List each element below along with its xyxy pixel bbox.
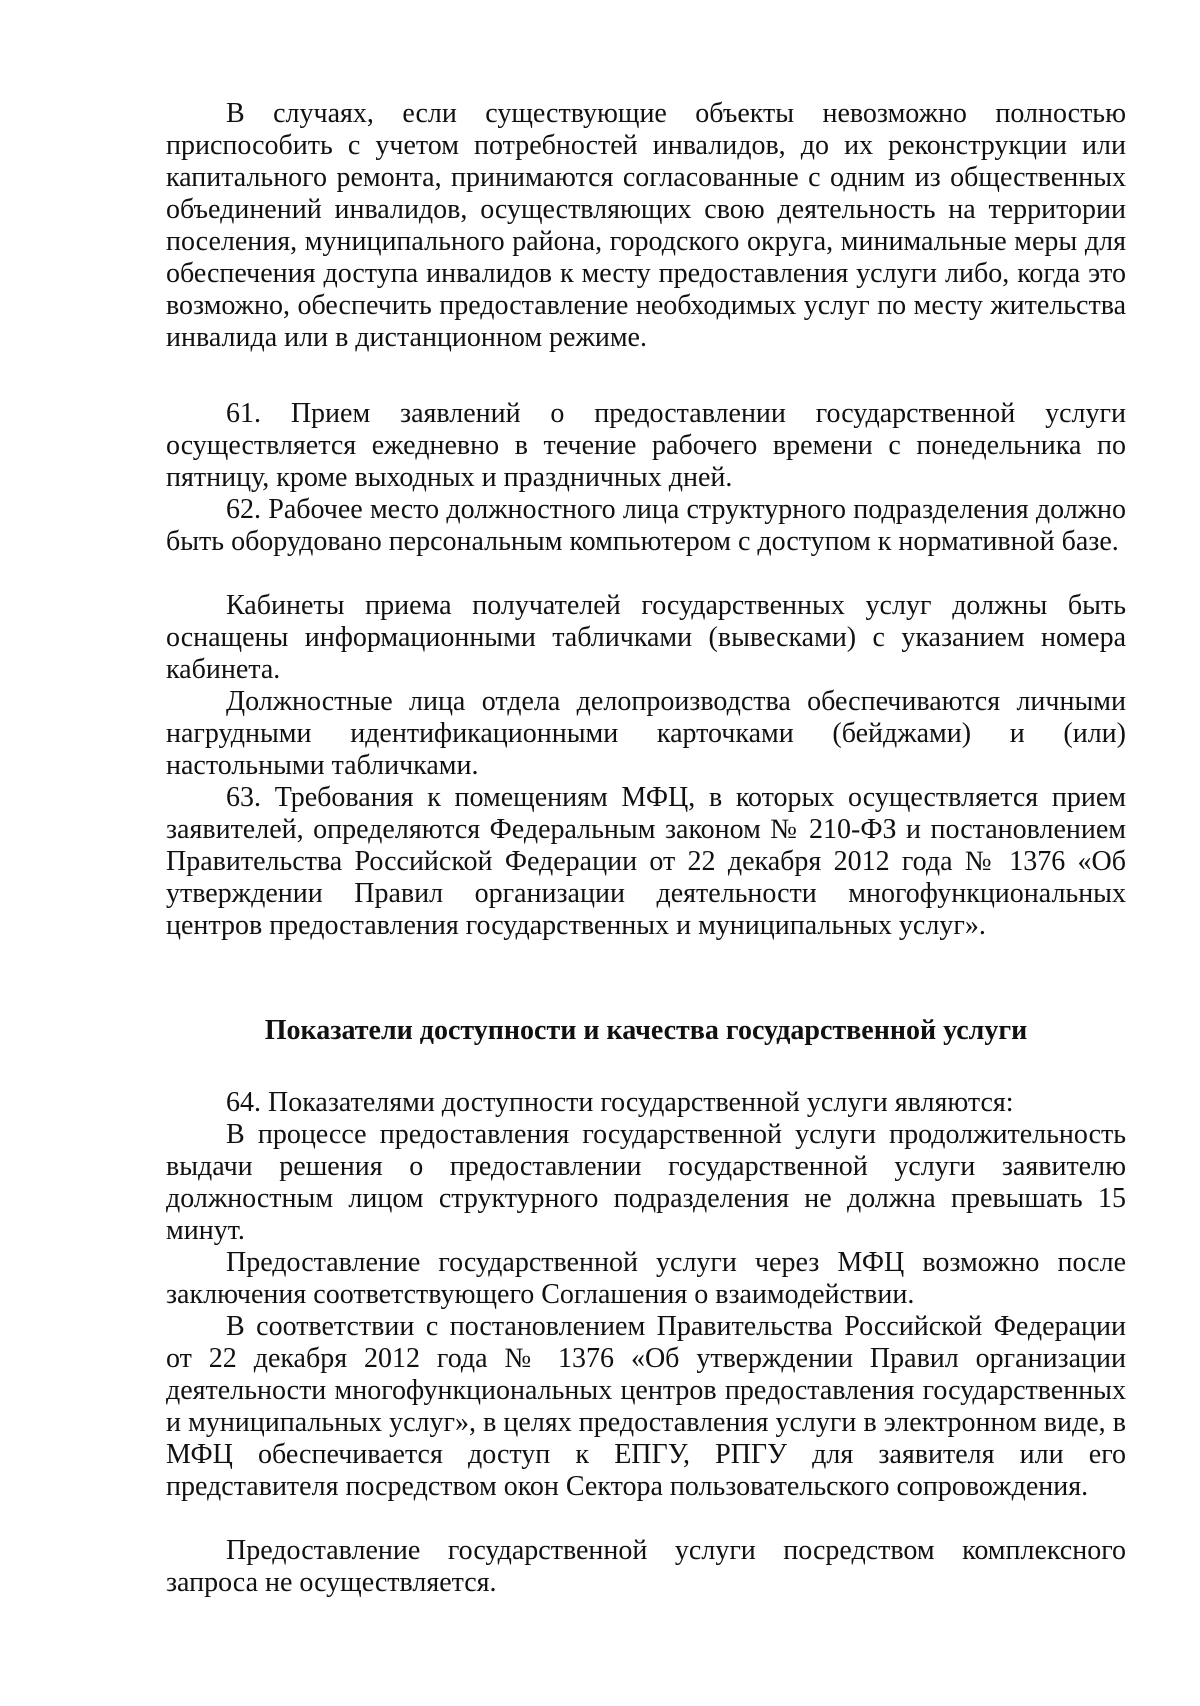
paragraph-officials: Должностные лица отдела делопроизводства обеспечиваются личными нагрудными идентификационными карточками (бейджами) и (или) настольными табличками. — [166, 686, 1126, 781]
paragraph-63: 63. Требования к помещениям МФЦ, в которых осуществляется прием заявителей, определяются Федеральным законом № 210-ФЗ и постановлением Правительства Российской Федерации от 22 декабря 2012 года № 1376 «Об утверждении Правил организации деятельности многофункциональных центров предоставления государственных и муниципальных услуг». — [166, 782, 1126, 941]
paragraph-62: 62. Рабочее место должностного лица структурного подразделения должно быть оборудовано персональным компьютером с доступом к нормативной базе. — [166, 494, 1126, 557]
paragraph-electronic-access: В соответствии с постановлением Правительства Российской Федерации от 22 декабря 2012 года № 1376 «Об утверждении Правил организации деятельности многофункциональных центров предоставления государственных и муниципальных услуг», в целях предоставления услуги в электронном виде, в МФЦ обеспечивается доступ к ЕПГУ, РПГУ для заявителя или его представителя посредством окон Сектора пользовательского сопровождения. — [166, 1311, 1126, 1502]
paragraph-duration: В процессе предоставления государственной услуги продолжительность выдачи решения о предоставлении государственной услуги заявителю должностным лицом структурного подразделения не должна превышать 15 минут. — [166, 1119, 1126, 1246]
section-heading: Показатели доступности и качества государственной услуги — [264, 1015, 1028, 1046]
paragraph-61: 61. Прием заявлений о предоставлении государственной услуги осуществляется ежедневно в течение рабочего времени с понедельника по пятницу, кроме выходных и праздничных дней. — [166, 398, 1126, 493]
paragraph-accessibility-measures: В случаях, если существующие объекты невозможно полностью приспособить с учетом потребностей инвалидов, до их реконструкции или капитального ремонта, принимаются согласованные с одним из общественных объединений инвалидов, осуществляющих свою деятельность на территории поселения, муниципального района, городского округа, минимальные меры для обеспечения доступа инвалидов к месту предоставления услуги либо, когда это возможно, обеспечить предоставление необходимых услуг по месту жительства инвалида или в дистанционном режиме. — [166, 98, 1126, 353]
paragraph-complex-request: Предоставление государственной услуги посредством комплексного запроса не осуществляется. — [166, 1535, 1126, 1598]
paragraph-cabinets: Кабинеты приема получателей государственных услуг должны быть оснащены информационными табличками (вывесками) с указанием номера кабинета. — [166, 590, 1126, 685]
paragraph-mfc-agreement: Предоставление государственной услуги через МФЦ возможно после заключения соответствующего Соглашения о взаимодействии. — [166, 1247, 1126, 1310]
paragraph-64: 64. Показателями доступности государственной услуги являются: — [226, 1087, 1014, 1118]
